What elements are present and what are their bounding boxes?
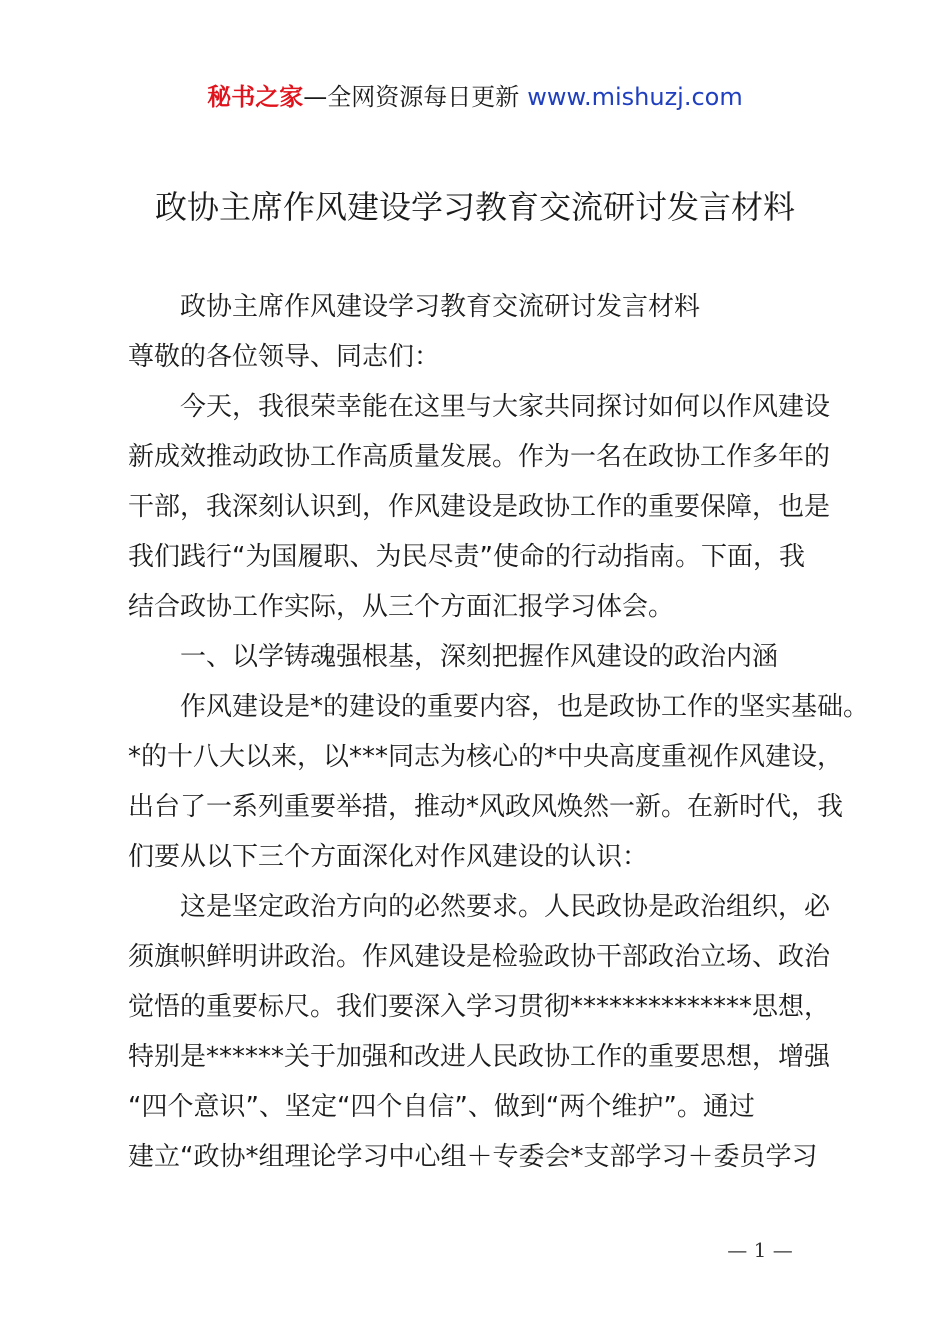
section-heading: 一、以学铸魂强根基，深刻把握作风建设的政治内涵 xyxy=(180,642,779,672)
body-line: 作风建设是*的建设的重要内容，也是政协工作的坚实基础。 xyxy=(180,692,870,722)
body-line: 新成效推动政协工作高质量发展。作为一名在政协工作多年的 xyxy=(128,442,831,472)
body-line: 今天，我很荣幸能在这里与大家共同探讨如何以作风建设 xyxy=(180,392,831,422)
site-url-link[interactable]: www.mishuzj.com xyxy=(527,83,743,111)
body-line: 特别是******关于加强和改进人民政协工作的重要思想，增强 xyxy=(128,1042,831,1072)
body-line: 干部，我深刻认识到，作风建设是政协工作的重要保障，也是 xyxy=(128,492,831,522)
body-line: 建立“政协*组理论学习中心组＋专委会*支部学习＋委员学习 xyxy=(128,1142,818,1172)
body-line: “四个意识”、坚定“四个自信”、做到“两个维护”。通过 xyxy=(128,1092,755,1122)
body-line: 这是坚定政治方向的必然要求。人民政协是政治组织，必 xyxy=(180,892,831,922)
brand-name: 秘书之家 xyxy=(207,83,304,111)
body-line: 出台了一系列重要举措，推动*风政风焕然一新。在新时代，我 xyxy=(128,792,844,822)
document-body xyxy=(128,282,870,1182)
page-number: — 1 — xyxy=(727,1238,793,1262)
body-line: 须旗帜鲜明讲政治。作风建设是检验政协干部政治立场、政治 xyxy=(128,942,831,972)
body-line-salutation: 尊敬的各位领导、同志们： xyxy=(128,342,441,372)
site-header xyxy=(0,80,950,114)
document-title: 政协主席作风建设学习教育交流研讨发言材料 xyxy=(154,188,795,226)
body-line: 觉悟的重要标尺。我们要深入学习贯彻**************思想， xyxy=(128,992,831,1022)
body-line: 结合政协工作实际，从三个方面汇报学习体会。 xyxy=(128,592,675,622)
body-line: 们要从以下三个方面深化对作风建设的认识： xyxy=(128,842,649,872)
body-line: *的十八大以来，以***同志为核心的*中央高度重视作风建设， xyxy=(128,742,844,772)
body-line: 我们践行“为国履职、为民尽责”使命的行动指南。下面，我 xyxy=(128,542,805,572)
header-tagline: —全网资源每日更新 xyxy=(303,83,520,111)
body-line-subtitle: 政协主席作风建设学习教育交流研讨发言材料 xyxy=(180,292,701,322)
